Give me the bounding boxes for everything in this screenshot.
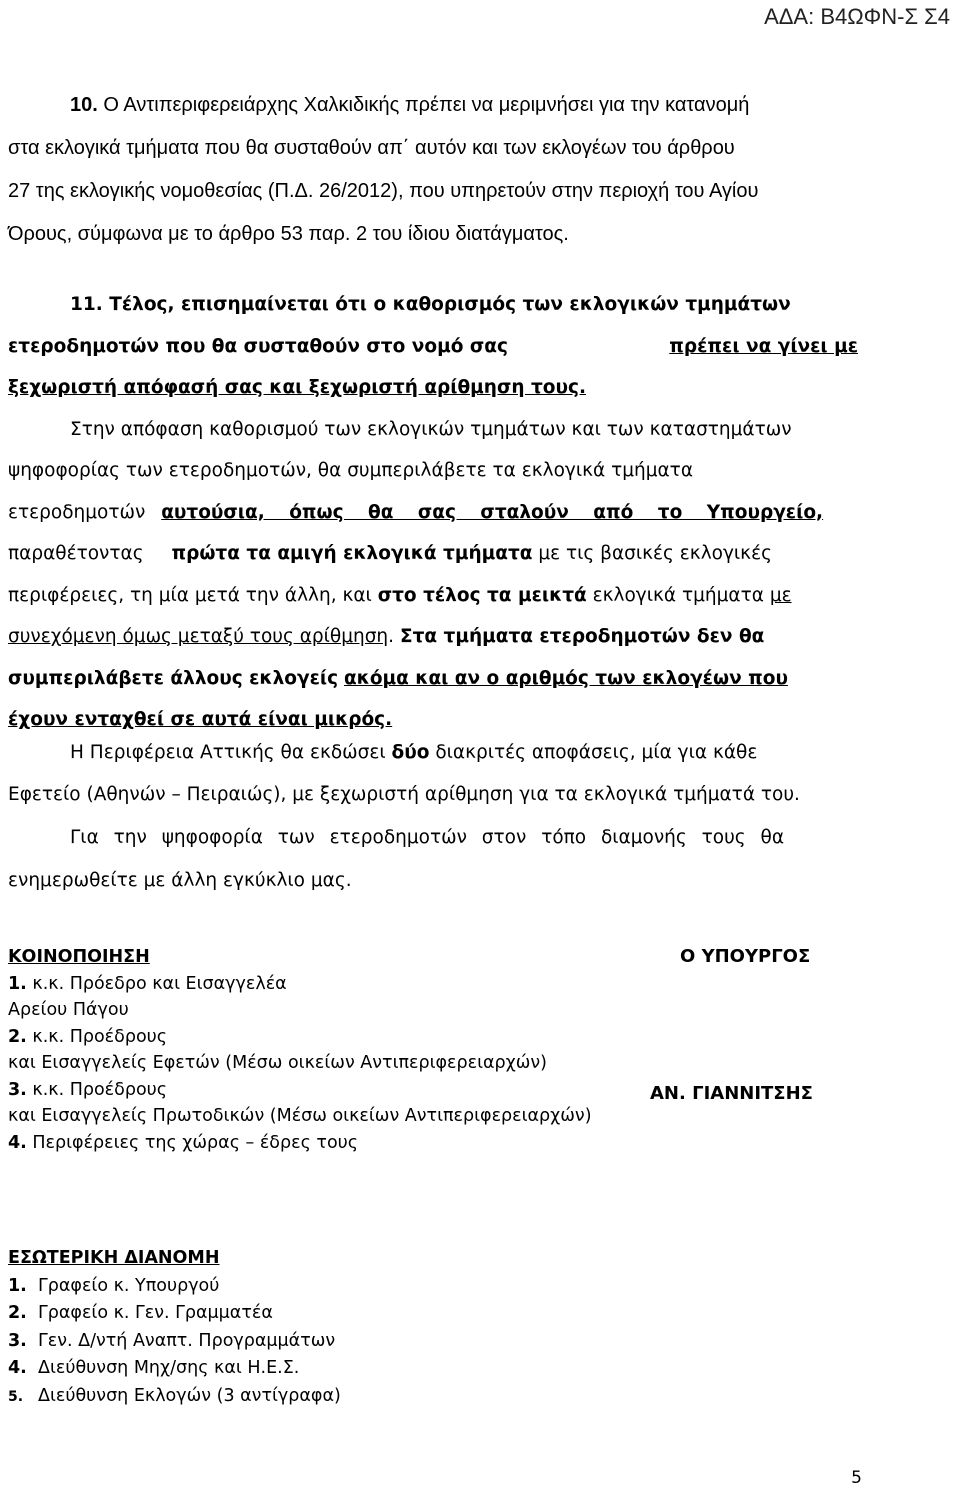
list-item: 3. Γεν. Δ/ντή Αναπτ. Προγραμμάτων [8,1330,336,1351]
list-item: 3. κ.κ. Προέδρους [8,1079,168,1100]
paragraph-11: 11. Τέλος, επισημαίνεται ότι ο καθορισμός των εκλογικών τμημάτων ετεροδημοτών που θα συσταθούν στο νομό σας πρέπει να γίνει με ξεχωριστή απόφασή σας και ξεχωριστή αρίθμηση τους. Στην απόφαση καθορισμού των εκλογικών τμημάτων και των καταστημάτων ψηφοφορίας των ετεροδημοτών, θα συμπεριλάβετε τα εκλογικά τμήματα ετεροδημοτών αυτούσια, όπως θα σας σταλούν από το Υπουργείο, παραθέτοντας πρώτα τα αμιγή εκλογικά τμήματα με τις βασικές εκλογικές περιφέρειες, τη μία μετά την άλλη, και στο τέλος τα μεικτά εκλογικά τμήματα με συνεχόμενη όμως μεταξύ τους αρίθμηση. Στα τμήματα ετεροδημοτών δεν θα συμπεριλάβετε άλλους εκλογείς ακόμα και αν ο αριθμός των εκλογέων που έχουν ενταχθεί σε αυτά είναι μικρός. [8,294,858,730]
list-item: Αρείου Πάγου [8,1000,129,1020]
koinopoiisi-list [8,944,592,1156]
list-item: 1. Γραφείο κ. Υπουργού [8,1275,220,1296]
ada-code: ΑΔΑ: Β4ΩΦΝ-Σ Σ4 [764,4,950,29]
item-number: 10. [70,94,98,116]
list-item: 2. Γραφείο κ. Γεν. Γραμματέα [8,1303,273,1323]
list-item: και Εισαγγελείς Πρωτοδικών (Μέσω οικείων Αντιπεριφερειαρχών) [8,1106,592,1126]
dianomi-list [8,1245,341,1411]
paragraph-attica: Η Περιφέρεια Αττικής θα εκδώσει δύο διακριτές αποφάσεις, μία για κάθε Εφετείο (Αθηνών – Πειραιώς), με ξεχωριστή αρίθμηση για τα εκλογικά τμήματά του. [8,742,800,805]
list-item: 4. Περιφέρειες της χώρας – έδρες τους [8,1132,359,1153]
list-item: 2. κ.κ. Προέδρους [8,1026,168,1047]
paragraph-voting: Για την ψηφοφορία των ετεροδημοτών στον τόπο διαμονής τους θα ενημερωθείτε με άλλη εγκύκλιο μας. [8,827,785,891]
paragraph-10: 10. Ο Αντιπεριφερειάρχης Χαλκιδικής πρέπει να μεριμνήσει για την κατανομή στα εκλογικά τμήματα που θα συσταθούν απ΄ αυτόν και των εκλογέων του άρθρου 27 της εκλογικής νομοθεσίας (Π.Δ. 26/2012), που υπηρετούν στην περιοχή του Αγίου Όρους, σύμφωνα με το άρθρο 53 παρ. 2 του ίδιου διατάγματος. [8,94,759,245]
list-item: 5. Διεύθυνση Εκλογών (3 αντίγραφα) [8,1385,341,1406]
list-item: 1. κ.κ. Πρόεδρο και Εισαγγελέα [8,973,287,994]
dianomi-heading: ΕΣΩΤΕΡΙΚΗ ΔΙΑΝΟΜΗ [8,1248,220,1268]
signature-name: ΑΝ. ΓΙΑΝΝΙΤΣΗΣ [650,1083,813,1104]
list-item: 4. Διεύθυνση Μηχ/σης και Η.Ε.Σ. [8,1358,300,1378]
list-item: και Εισαγγελείς Εφετών (Μέσω οικείων Αντιπεριφερειαρχών) [8,1053,548,1073]
signature-title: Ο ΥΠΟΥΡΓΟΣ [680,946,811,967]
koinopoiisi-heading: ΚΟΙΝΟΠΟΙΗΣΗ [8,947,150,967]
page-number: 5 [851,1468,862,1488]
